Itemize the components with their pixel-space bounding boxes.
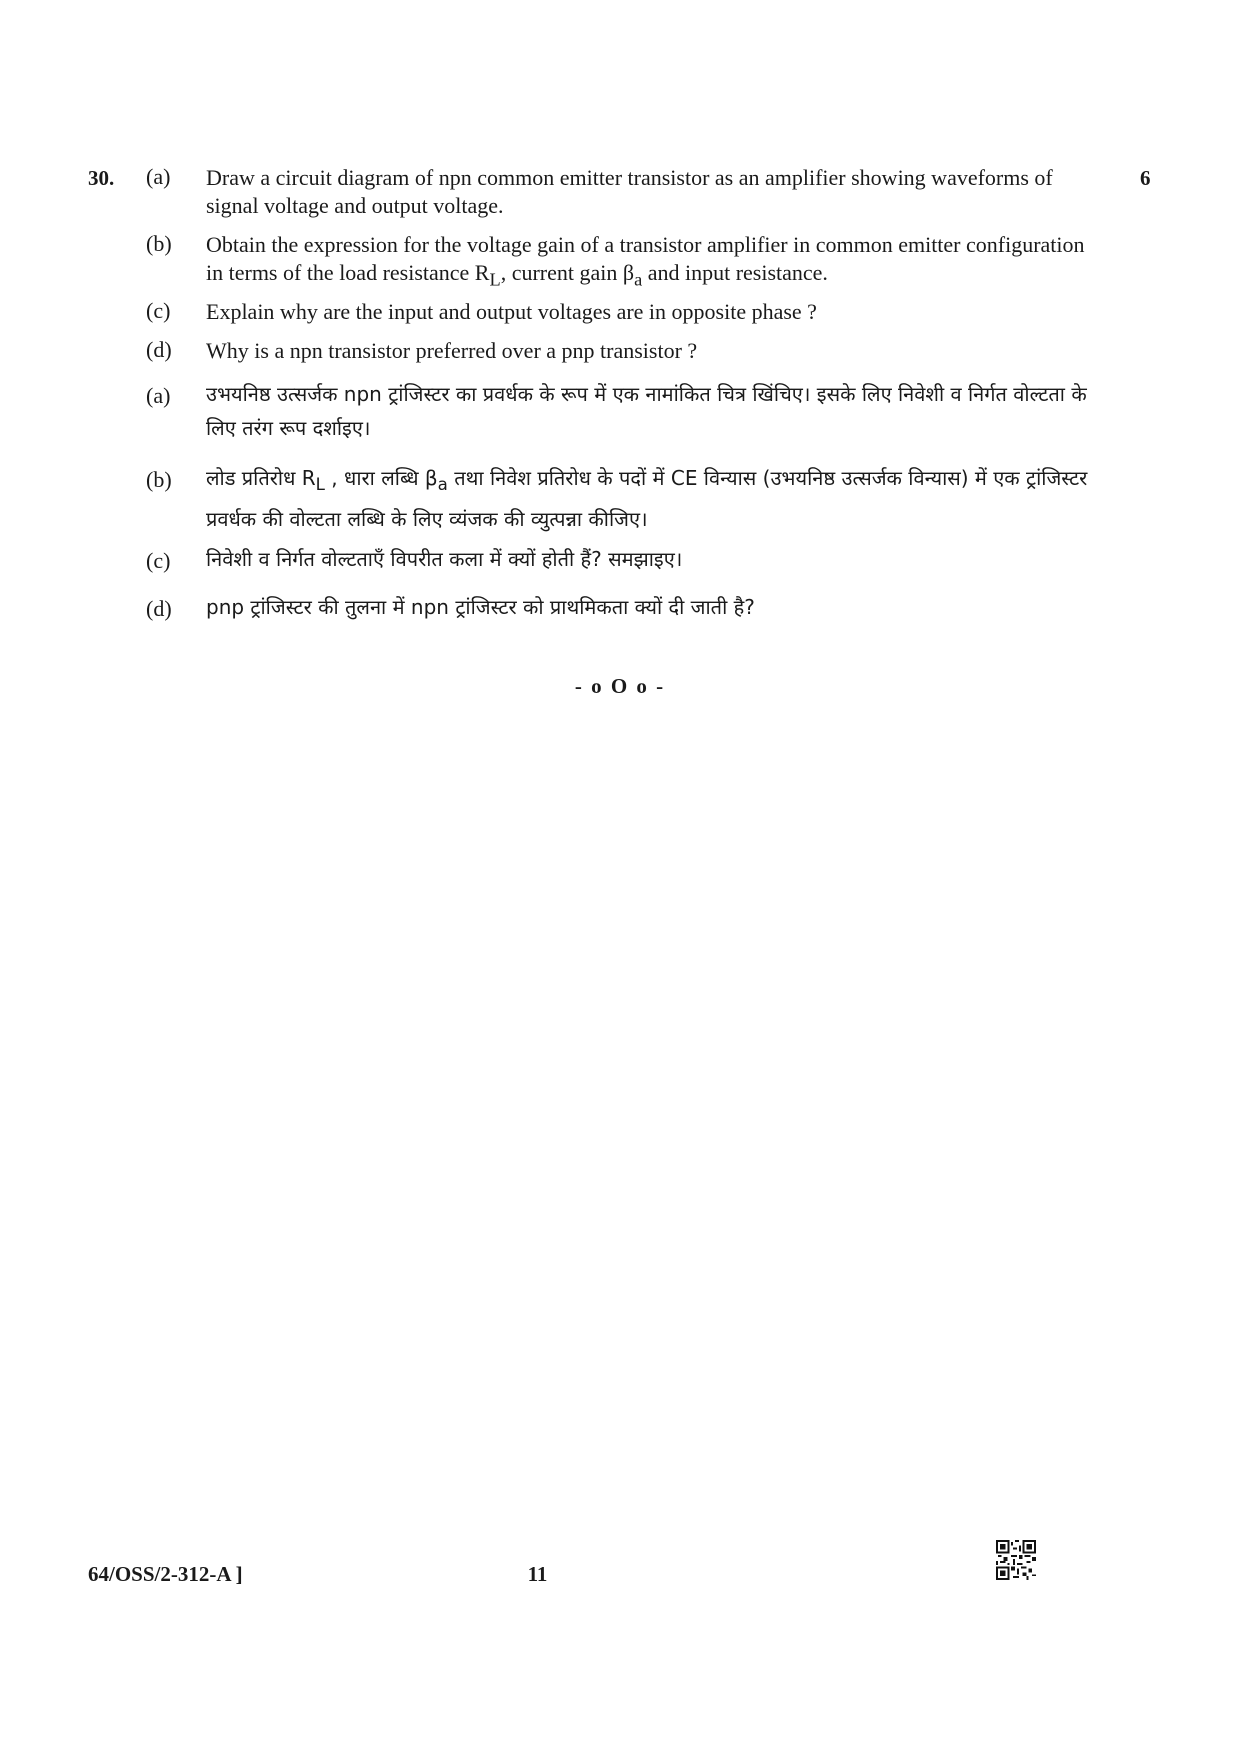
- part-text: Why is a npn transistor preferred over a pnp transistor ?: [206, 338, 698, 363]
- part-label: (d): [146, 337, 172, 362]
- part-label: (b): [146, 231, 172, 256]
- part-label: (a): [146, 164, 171, 189]
- part-text: उभयनिष्ठ उत्सर्जक npn ट्रांजिस्टर का प्रवर्धक के रूप में एक नामांकित चित्र खिंचिए। इसके लिए निवेशी व निर्गत वोल्टता के लिए तरंग रूप दर्शाइए।: [206, 382, 1087, 440]
- end-marker: - o O o -: [574, 674, 666, 698]
- part-text: Explain why are the input and output voltages are in opposite phase ?: [206, 299, 817, 324]
- question-number: 30.: [88, 166, 115, 190]
- part-label: (c): [146, 298, 171, 323]
- part-text: Draw a circuit diagram of npn common emitter transistor as an amplifier showing waveforms of signal voltage and output voltage.: [206, 165, 1053, 218]
- part-text: Obtain the expression for the voltage gain of a transistor amplifier in common emitter configuration in terms of the load resistance $R_L$, current gain $\beta_a$ and input resistance.: [206, 232, 1085, 290]
- part-label: (c): [146, 548, 171, 573]
- part-label: (d): [146, 596, 172, 621]
- part-text: pnp ट्रांजिस्टर की तुलना में npn ट्रांजिस्टर को प्राथमिकता क्यों दी जाती है?: [206, 595, 755, 619]
- page-number: 11: [527, 1562, 548, 1586]
- part-label: (b): [146, 467, 172, 492]
- question-marks: 6: [1140, 166, 1151, 190]
- part-text: निवेशी व निर्गत वोल्टताएँ विपरीत कला में क्यों होती हैं? समझाइए।: [206, 547, 683, 571]
- qr-code-icon: [996, 1540, 1036, 1580]
- part-label: (a): [146, 383, 171, 408]
- part-text: लोड प्रतिरोध $R_L$ , धारा लब्धि $\beta_a$ तथा निवेश प्रतिरोध के पदों में CE विन्यास (उभयनिष्ठ उत्सर्जक विन्यास) में एक ट्रांजिस्टर प्रवर्धक की वोल्टता लब्धि के लिए व्यंजक की व्युत्पन्ना कीजिए।: [206, 466, 1088, 531]
- paper-code: 64/OSS/2-312-A ]: [88, 1562, 243, 1586]
